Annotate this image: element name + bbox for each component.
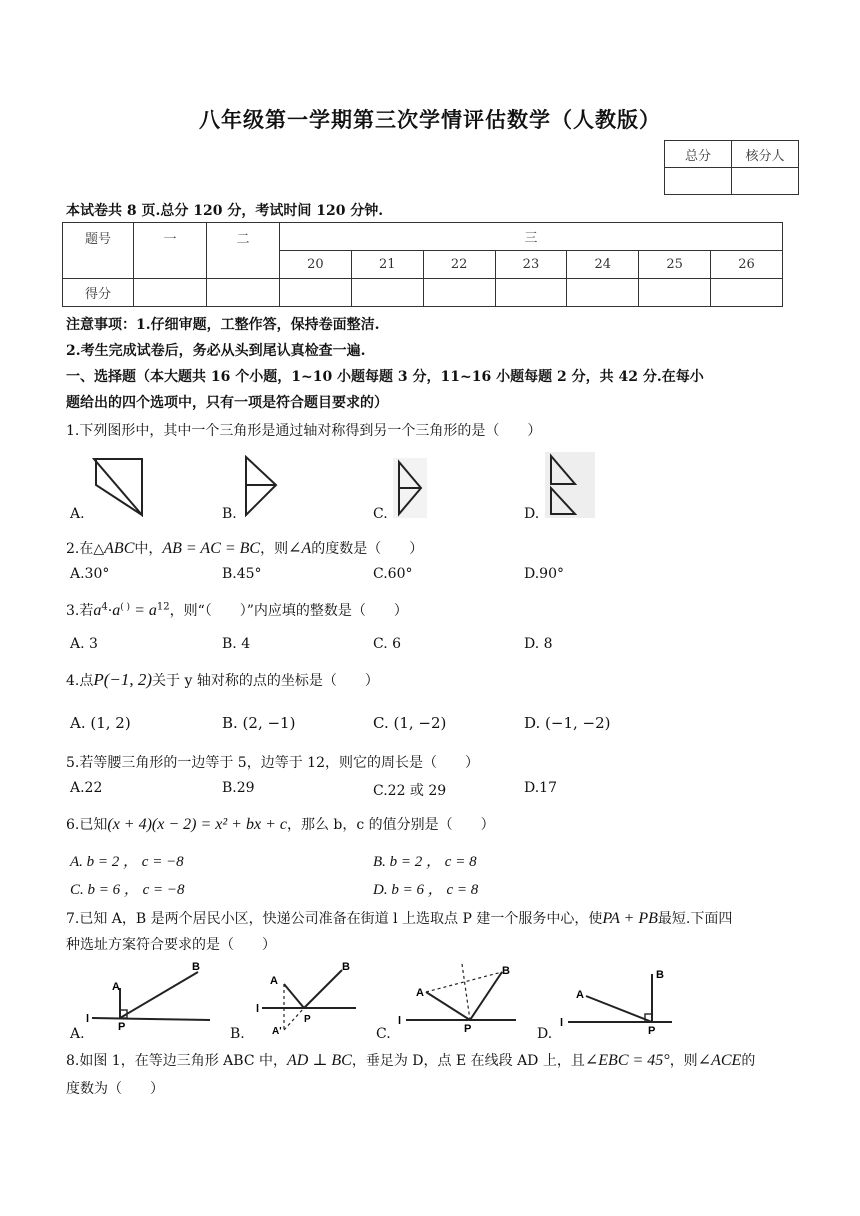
q3-prefix: 3.若 (66, 603, 94, 619)
q2-mid: 中， (134, 541, 163, 557)
label-p: P (118, 1021, 126, 1032)
q7-expression: PA + PB (602, 910, 658, 927)
q2-option-c[interactable]: C.60° (373, 566, 413, 582)
q2-equation: AB = AC = BC (162, 540, 261, 557)
section-heading-line-2: 题给出的四个选项中，只有一项是符合题目要求的） (66, 395, 388, 411)
q3-option-d[interactable]: D. 8 (524, 636, 553, 652)
q4-option-a[interactable]: A. (1, 2) (70, 714, 131, 732)
grade-table-subcol: 26 (711, 251, 783, 279)
checker-cell[interactable] (732, 168, 799, 195)
q2-option-a[interactable]: A.30° (70, 566, 110, 582)
q8-stem-line-2: 度数为（ ） (66, 1081, 164, 1097)
q6-option-d[interactable]: D. b = 6 ， c = 8 (373, 882, 479, 898)
q7-option-c[interactable]: C. (376, 1026, 391, 1042)
label-l: l (86, 1013, 90, 1025)
q4-point: P(−1, 2) (93, 670, 153, 689)
q3-option-b[interactable]: B. 4 (222, 636, 251, 652)
q6-suffix: ，那么 b，c 的值分别是（ ） (286, 817, 495, 833)
q6-stem (66, 814, 495, 834)
q8-perpendicular: AD ⊥ BC (287, 1052, 352, 1069)
label-l: l (256, 1003, 260, 1015)
total-score-table (664, 140, 799, 195)
q3-option-c[interactable]: C. 6 (373, 636, 402, 652)
label-l: l (398, 1015, 402, 1027)
q3-exponent: 12 (156, 601, 170, 613)
q3-base: a (148, 602, 157, 619)
q5-stem: 5.若等腰三角形的一边等于 5，边等于 12，则它的周长是（ ） (66, 755, 479, 771)
q8-angle-ace: ∠ACE (697, 1052, 742, 1069)
score-cell[interactable] (495, 279, 567, 307)
grade-table-subcol: 23 (495, 251, 567, 279)
q2-triangle-name: ABC (104, 540, 135, 557)
q3-base: a (93, 602, 102, 619)
q7-stem-line-2: 种选址方案符合要求的是（ ） (66, 937, 276, 953)
q4-option-d[interactable]: D. (−1, −2) (524, 714, 611, 732)
q2-mid2: ，则 (260, 541, 289, 557)
grade-table-subcol: 20 (280, 251, 352, 279)
label-p: P (304, 1014, 311, 1025)
grade-table (62, 222, 783, 307)
score-cell[interactable] (134, 279, 207, 307)
q2-suffix: 的度数是（ ） (311, 541, 424, 557)
label-b: B (656, 969, 664, 981)
q3-stem (66, 600, 408, 620)
triangle-symbol: △ (93, 541, 105, 557)
q1-option-a[interactable]: A. (70, 506, 85, 522)
q6-prefix: 6.已知 (66, 817, 108, 833)
q1-option-b[interactable]: B. (222, 506, 237, 522)
q3-exponent: 4 (101, 601, 108, 613)
total-score-label: 总分 (665, 141, 732, 168)
grade-table-col3: 三 (280, 223, 783, 251)
q7-figure-c (398, 960, 522, 1036)
q5-option-b[interactable]: B.29 (222, 780, 255, 796)
q1-figure-d (545, 452, 595, 518)
label-a: A (270, 975, 278, 987)
q7-prefix: 7.已知 A，B 是两个居民小区，快递公司准备在街道 l 上选取点 P 建一个服务中心，使 (66, 911, 603, 927)
label-a: A (112, 981, 120, 993)
score-cell[interactable] (639, 279, 711, 307)
q7-option-a[interactable]: A. (70, 1026, 85, 1042)
label-b: B (342, 961, 350, 973)
q8-prefix: 8.如图 1，在等边三角形 ABC 中， (66, 1053, 287, 1069)
q3-base: a (112, 602, 121, 619)
q2-stem (66, 538, 423, 558)
section-heading-line-1: 一、选择题（本大题共 16 个小题，1~10 小题每题 3 分，11~16 小题每题 2 分，共 42 分.在每小 (66, 369, 704, 385)
notes-line-1: 注意事项：1.仔细审题，工整作答，保持卷面整洁. (66, 317, 380, 333)
q7-figure-d (560, 962, 680, 1036)
total-score-cell[interactable] (665, 168, 732, 195)
q3-dot: · (107, 603, 113, 619)
q7-stem-line-1 (66, 908, 732, 928)
q3-option-a[interactable]: A. 3 (70, 636, 98, 652)
q1-figure-a (90, 455, 152, 517)
q8-mid: ，垂足为 D，点 E 在线段 AD 上，且 (351, 1053, 585, 1069)
label-p: P (464, 1023, 472, 1035)
score-cell[interactable] (423, 279, 495, 307)
grade-table-col1: 一 (134, 223, 207, 279)
q8-stem-line-1 (66, 1050, 755, 1070)
score-cell[interactable] (351, 279, 423, 307)
grade-table-subcol: 25 (639, 251, 711, 279)
q6-option-b[interactable]: B. b = 2 ， c = 8 (373, 854, 477, 870)
page-title: 八年级第一学期第三次学情评估数学（人教版） (199, 107, 661, 132)
q4-option-c[interactable]: C. (1, −2) (373, 714, 447, 732)
q5-option-c[interactable]: C.22 或 29 (373, 783, 447, 799)
q4-stem (66, 670, 379, 690)
q6-option-c[interactable]: C. b = 6 ， c = −8 (70, 882, 185, 898)
q3-equals: = (130, 602, 149, 619)
q2-option-b[interactable]: B.45° (222, 566, 262, 582)
q4-suffix: 关于 y 轴对称的点的坐标是（ ） (152, 673, 379, 689)
q3-blank-exponent: ( ) (120, 602, 131, 613)
q7-figure-a (86, 960, 216, 1032)
grade-table-subcol: 21 (351, 251, 423, 279)
q6-expression: (x + 4)(x − 2) = x² + bx + c (107, 816, 287, 833)
label-p: P (648, 1025, 656, 1036)
label-b: B (192, 961, 200, 973)
label-a-prime: A' (272, 1026, 282, 1036)
q1-figure-b (240, 455, 280, 517)
q8-suffix: 的 (741, 1053, 756, 1069)
q1-option-c[interactable]: C. (373, 506, 388, 522)
label-b: B (502, 965, 510, 977)
q5-option-d[interactable]: D.17 (524, 780, 557, 796)
q8-mid2: ，则 (669, 1053, 698, 1069)
checker-label: 核分人 (732, 141, 799, 168)
grade-table-subcol: 22 (423, 251, 495, 279)
label-l: l (560, 1017, 564, 1029)
q7-suffix: 最短.下面四 (657, 911, 733, 927)
grade-table-col2: 二 (207, 223, 280, 279)
q7-figure-b (244, 960, 364, 1036)
q1-stem: 1.下列图形中，其中一个三角形是通过轴对称得到另一个三角形的是（ ） (66, 423, 542, 439)
q7-option-b[interactable]: B. (230, 1026, 245, 1042)
q2-prefix: 2.在 (66, 541, 94, 557)
q6-option-a[interactable]: A. b = 2 ， c = −8 (70, 854, 184, 870)
q8-angle-ebc: ∠EBC = 45° (584, 1052, 670, 1069)
q4-option-b[interactable]: B. (2, −1) (222, 714, 296, 732)
score-cell[interactable] (207, 279, 280, 307)
score-cell[interactable] (280, 279, 352, 307)
q2-option-d[interactable]: D.90° (524, 566, 564, 582)
exam-intro: 本试卷共 8 页.总分 120 分，考试时间 120 分钟. (66, 203, 384, 219)
q3-suffix: ，则“（ ）”内应填的整数是（ ） (169, 603, 408, 619)
label-a: A (416, 987, 424, 999)
q5-option-a[interactable]: A.22 (70, 780, 103, 796)
score-cell[interactable] (567, 279, 639, 307)
notes-line-2: 2.考生完成试卷后，务必从头到尾认真检查一遍. (66, 343, 366, 359)
q7-option-d[interactable]: D. (537, 1026, 553, 1042)
q1-option-d[interactable]: D. (524, 506, 540, 522)
q1-figure-c (393, 458, 427, 518)
q4-prefix: 4.点 (66, 673, 94, 689)
q2-angle: ∠A (288, 540, 312, 557)
score-cell[interactable] (711, 279, 783, 307)
label-a: A (576, 989, 584, 1001)
grade-table-subcol: 24 (567, 251, 639, 279)
grade-table-row-label: 题号 (63, 223, 134, 279)
grade-table-score-label: 得分 (63, 279, 134, 307)
